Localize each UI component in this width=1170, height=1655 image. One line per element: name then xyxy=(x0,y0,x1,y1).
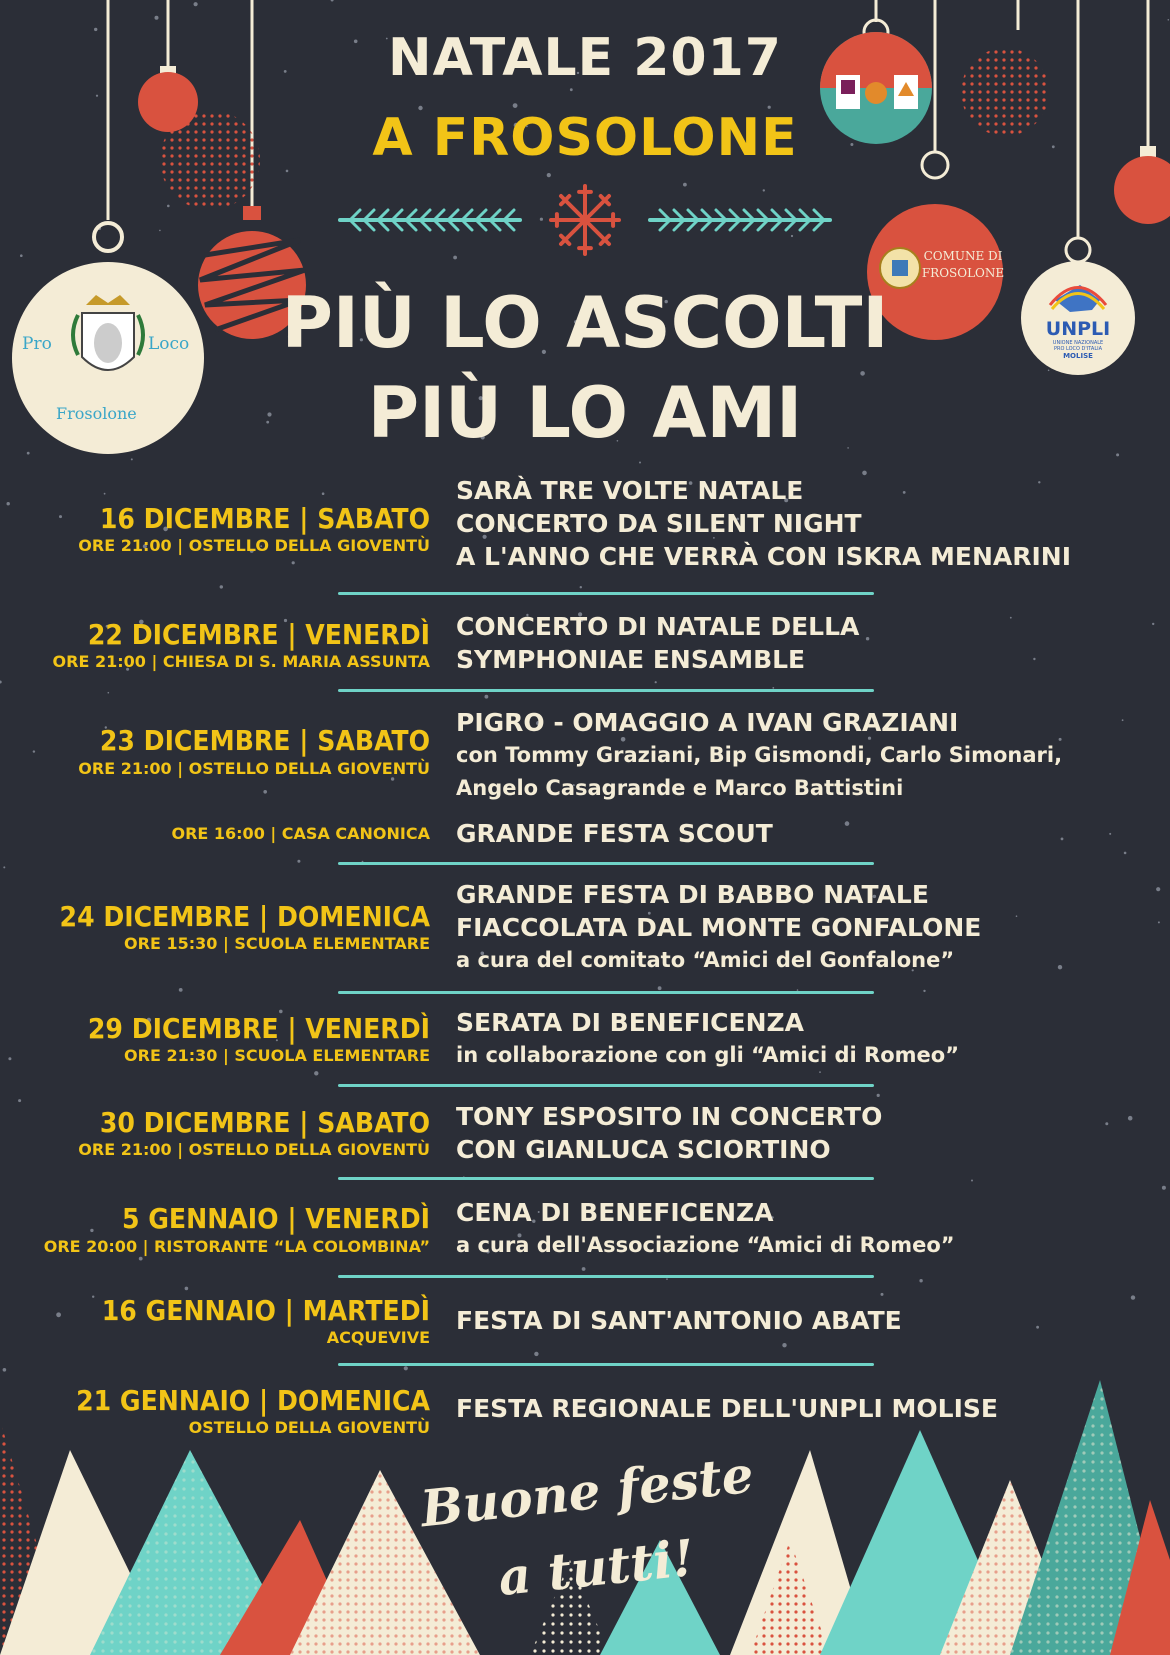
snow-dot xyxy=(18,1099,21,1102)
snow-dot xyxy=(1033,658,1035,660)
snow-dot xyxy=(104,493,106,495)
snow-dot xyxy=(877,1094,880,1097)
snow-dot xyxy=(155,16,159,20)
snow-dot xyxy=(92,1296,94,1298)
event-time-place: OSTELLO DELLA GIOVENTÙ xyxy=(188,1418,430,1437)
snow-dot xyxy=(582,1267,586,1271)
slogan-line2: PIÙ LO AMI xyxy=(367,372,803,454)
snow-dot xyxy=(1158,921,1160,923)
snow-dot xyxy=(1122,719,1124,721)
event-time-place: ORE 21:00 | OSTELLO DELLA GIOVENTÙ xyxy=(78,536,430,555)
event-line: FESTA DI SANT'ANTONIO ABATE xyxy=(456,1306,902,1335)
event-description xyxy=(456,706,1062,805)
snow-dot xyxy=(314,1071,318,1075)
event-date: 22 DICEMBRE | VENERDÌ xyxy=(87,618,430,651)
event-line: FESTA REGIONALE DELL'UNPLI MOLISE xyxy=(456,1394,998,1423)
snow-dot xyxy=(1168,19,1170,21)
event-description xyxy=(456,610,859,676)
snow-dot xyxy=(297,860,300,863)
snow-dot xyxy=(3,1368,7,1372)
event-description xyxy=(456,1100,882,1166)
snow-dot xyxy=(20,254,23,257)
snow-dot xyxy=(331,0,334,2)
snow-dot xyxy=(8,1057,11,1060)
event-time-place: ORE 21:00 | OSTELLO DELLA GIOVENTÙ xyxy=(78,759,430,778)
unpli-name: UNPLI xyxy=(1045,318,1111,340)
separator xyxy=(338,592,874,595)
separator xyxy=(338,1177,874,1180)
event-line: GRANDE FESTA SCOUT xyxy=(456,819,773,848)
snow-dot xyxy=(1131,1295,1135,1299)
snow-dot xyxy=(1124,852,1127,855)
event-date: 30 DICEMBRE | SABATO xyxy=(99,1106,430,1139)
snow-dot xyxy=(1105,1122,1108,1125)
title-frosolone: A FROSOLONE xyxy=(372,108,798,168)
separator xyxy=(338,1084,874,1087)
snow-dot xyxy=(292,561,295,564)
snow-dot xyxy=(866,637,869,640)
snow-dot xyxy=(1152,623,1154,625)
event-description xyxy=(456,1006,959,1072)
event-line: CONCERTO DI NATALE DELLA xyxy=(456,612,860,641)
event-description xyxy=(456,1304,902,1337)
event-line: SERATA DI BENEFICENZA xyxy=(456,1008,804,1037)
snow-dot xyxy=(139,1257,143,1261)
event-line: CON GIANLUCA SCIORTINO xyxy=(456,1135,831,1164)
event-line: a cura del comitato “Amici del Gonfalone” xyxy=(456,948,955,972)
snow-dot xyxy=(1109,833,1111,835)
snow-dot xyxy=(1156,887,1160,891)
snow-dot xyxy=(1058,965,1062,969)
snow-dot xyxy=(485,695,489,699)
event-description xyxy=(456,878,981,977)
event-description xyxy=(456,1392,998,1425)
comune-line1: COMUNE DI xyxy=(923,249,1003,263)
snow-dot xyxy=(96,95,98,97)
event-time-place: ORE 21:00 | OSTELLO DELLA GIOVENTÙ xyxy=(78,1140,430,1159)
event-line: PIGRO - OMAGGIO A IVAN GRAZIANI xyxy=(456,708,959,737)
comune-logo xyxy=(918,248,1008,282)
event-description xyxy=(456,817,773,850)
snow-dot xyxy=(919,1279,922,1282)
snow-dot xyxy=(1162,1186,1166,1190)
snow-dot xyxy=(1128,1116,1133,1121)
snow-dot xyxy=(683,183,687,187)
event-line: A L'ANNO CHE VERRÀ CON ISKRA MENARINI xyxy=(456,542,1072,571)
proloco-right: Loco xyxy=(148,334,190,354)
snow-dot xyxy=(1036,1326,1039,1329)
event-date: 5 GENNAIO | VENERDÌ xyxy=(121,1202,430,1235)
snow-dot xyxy=(286,170,289,173)
comune-line2: FROSOLONE xyxy=(921,266,1005,280)
event-time-place: ORE 21:30 | SCUOLA ELEMENTARE xyxy=(124,1046,430,1065)
snow-dot xyxy=(1048,370,1050,372)
snow-dot xyxy=(881,1293,884,1296)
snow-dot xyxy=(655,681,657,683)
event-date: 24 DICEMBRE | DOMENICA xyxy=(59,900,430,933)
event-line: con Tommy Graziani, Bip Gismondi, Carlo Simonari, xyxy=(456,743,1063,767)
snow-dot xyxy=(56,1312,61,1317)
greeting-line1: Buone feste xyxy=(417,1444,757,1539)
snow-dot xyxy=(59,515,62,518)
snow-dot xyxy=(547,173,551,177)
separator xyxy=(338,1363,874,1366)
snow-dot xyxy=(570,88,573,91)
unpli-sub2: PRO LOCO D'ITALIA xyxy=(1053,346,1103,352)
separator xyxy=(338,689,874,692)
snowflake-divider-icon xyxy=(340,186,830,254)
unpli-sub1: UNIONE NAZIONALE xyxy=(1052,340,1104,346)
event-date: 21 GENNAIO | DOMENICA xyxy=(76,1384,430,1417)
snow-dot xyxy=(1061,838,1064,841)
greeting-line2: a tutti! xyxy=(495,1527,697,1608)
snow-dot xyxy=(131,458,133,460)
proloco-left: Pro xyxy=(22,334,52,354)
event-time-place: ORE 16:00 | CASA CANONICA xyxy=(171,824,430,843)
event-date: 16 GENNAIO | MARTEDÌ xyxy=(101,1294,430,1327)
separator xyxy=(338,862,874,865)
snow-dot xyxy=(791,235,793,237)
snow-dot xyxy=(923,990,925,992)
separator xyxy=(338,991,874,994)
event-line: in collaborazione con gli “Amici di Romeo” xyxy=(456,1043,959,1067)
snow-dot xyxy=(580,586,582,588)
snow-dot xyxy=(33,750,35,752)
snow-dot xyxy=(1010,617,1012,619)
event-time-place: ORE 20:00 | RISTORANTE “LA COLOMBINA” xyxy=(43,1237,430,1256)
event-line: TONY ESPOSITO IN CONCERTO xyxy=(456,1102,883,1131)
event-date: 16 DICEMBRE | SABATO xyxy=(99,502,430,535)
snow-dot xyxy=(90,1229,93,1232)
event-date: 29 DICEMBRE | VENERDÌ xyxy=(87,1012,430,1045)
snow-dot xyxy=(167,205,170,208)
snow-dot xyxy=(782,1343,786,1347)
snow-dot xyxy=(263,790,267,794)
event-line: FIACCOLATA DAL MONTE GONFALONE xyxy=(456,913,982,942)
event-line: SARÀ TRE VOLTE NATALE xyxy=(456,476,804,505)
separator xyxy=(338,1275,874,1278)
snow-dot xyxy=(971,1180,973,1182)
event-description xyxy=(456,474,1071,573)
snow-dot xyxy=(1016,915,1018,917)
event-line: CENA DI BENEFICENZA xyxy=(456,1198,774,1227)
snow-dot xyxy=(540,218,543,221)
event-description xyxy=(456,1196,955,1262)
snow-dot xyxy=(194,2,198,6)
event-line: Angelo Casagrande e Marco Battistini xyxy=(456,776,904,800)
snow-dot xyxy=(666,1278,668,1280)
event-date: 23 DICEMBRE | SABATO xyxy=(99,724,430,757)
unpli-region: MOLISE xyxy=(1063,352,1093,360)
snow-dot xyxy=(845,821,850,826)
proloco-bottom: Frosolone xyxy=(56,404,137,423)
snow-dot xyxy=(322,492,325,495)
slogan-line1: PIÙ LO ASCOLTI xyxy=(281,282,889,364)
snow-dot xyxy=(3,866,5,868)
event-time-place: ORE 15:30 | SCUOLA ELEMENTARE xyxy=(124,934,430,953)
snow-dot xyxy=(453,256,457,260)
title-natale: NATALE 2017 xyxy=(388,28,782,88)
snow-dot xyxy=(179,988,183,992)
snow-dot xyxy=(534,1352,538,1356)
snow-dot xyxy=(185,1287,189,1291)
event-line: SYMPHONIAE ENSAMBLE xyxy=(456,645,806,674)
snow-dot xyxy=(763,189,765,191)
snow-dot xyxy=(220,585,223,588)
snow-dot xyxy=(159,230,161,232)
event-time-place: ACQUEVIVE xyxy=(326,1328,430,1347)
snow-dot xyxy=(639,462,641,464)
snow-dot xyxy=(0,681,2,684)
snow-dot xyxy=(404,1366,408,1370)
event-time-place: ORE 21:00 | CHIESA DI S. MARIA ASSUNTA xyxy=(52,652,430,671)
event-line: GRANDE FESTA DI BABBO NATALE xyxy=(456,880,929,909)
snow-dot xyxy=(658,986,662,990)
snow-dot xyxy=(7,502,10,505)
snow-dot xyxy=(108,692,110,694)
event-line: CONCERTO DA SILENT NIGHT xyxy=(456,509,862,538)
event-line: a cura dell'Associazione “Amici di Romeo” xyxy=(456,1233,955,1257)
